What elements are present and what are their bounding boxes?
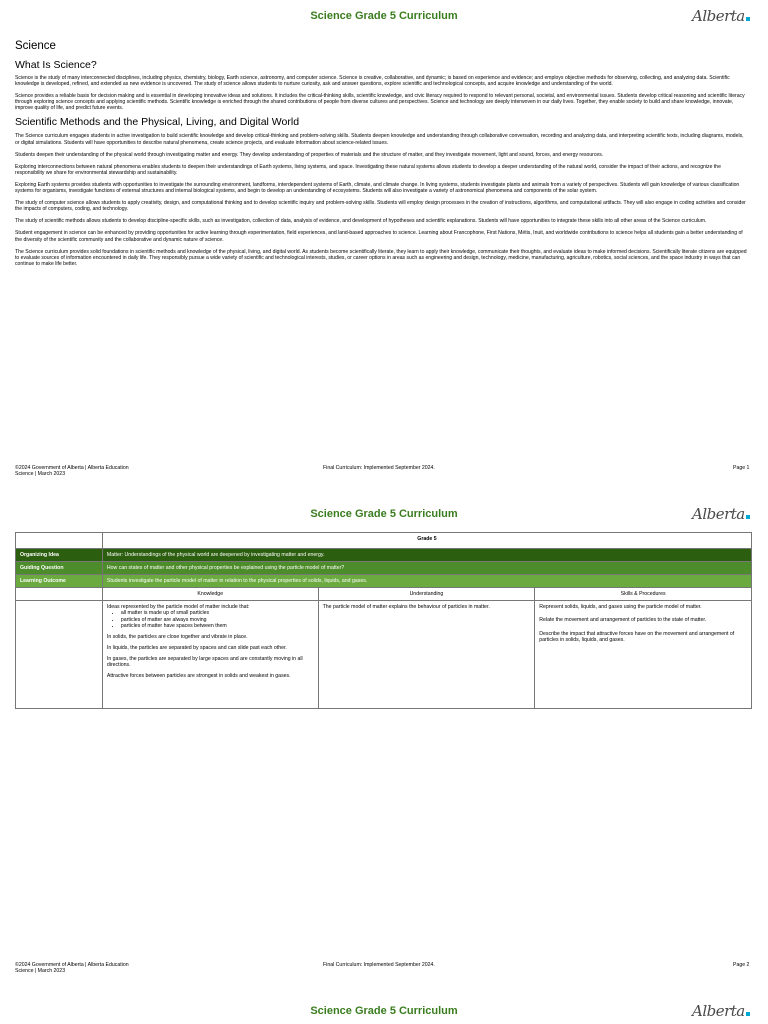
knowledge-paragraph: In liquids, the particles are separated by spaces and can slide past each other. <box>106 644 287 651</box>
knowledge-intro: Ideas represented by the particle model of matter include that: <box>106 604 250 611</box>
methods-paragraph-4: Exploring Earth systems provides students with opportunities to investigate the surrounding environment, landforms, interdependent systems of Earth, climate, and climate change. In living systems, students investigate plants and animals from a variety of perspectives. Students will gain knowledge of various classification systems for organisms, investigate functions of external structures and internal biological systems, and begin to develop an understanding of ecosystems. Students will also investigate a variety of astronomical phenomena and components of the solar system. <box>15 181 740 195</box>
learning-outcome-text: Students investigate the particle model of matter in relation to the physical properties of solids, liquids, and gases. <box>102 575 751 588</box>
footer-left-p2 <box>15 962 129 974</box>
understanding-column-header: Understanding <box>318 588 535 601</box>
knowledge-bullet: • particles of matter are always moving <box>121 617 314 623</box>
methods-paragraph-6: The study of scientific methods allows students to develop discipline-specific skills, such as investigation, collection of data, analysis of evidence, and development of hypotheses and scientific explanations. Students will have opportunities to integrate these skills into all other areas of the Science curriculum. <box>15 218 707 225</box>
skill-item: Relate the movement and arrangement of particles to the state of matter. <box>539 617 707 624</box>
what-is-science-heading: What Is Science? <box>15 59 97 71</box>
knowledge-bullet: • particles of matter have spaces between them <box>121 623 314 629</box>
methods-paragraph-7: Student engagement in science can be enhanced by providing opportunities for active learning through experimentation, field experiences, and land-based approaches to science. Learning about Francophone, First Nations, Métis, Inuit, and worldwide contributions to science helps all students gain a better understanding of the diversity of the scientific community and the collaborative and dynamic nature of science. <box>15 230 743 243</box>
empty-body-cell <box>16 601 103 709</box>
knowledge-paragraph: In solids, the particles are close together and vibrate in place. <box>106 633 248 640</box>
knowledge-cell <box>102 601 318 709</box>
footer-copyright: ©2024 Government of Alberta | Alberta Education <box>15 962 129 968</box>
learning-outcome-label: Learning Outcome <box>16 575 103 588</box>
alberta-logo: Alberta <box>692 505 750 523</box>
skill-item: Represent solids, liquids, and gases using the particle model of matter. <box>539 604 702 611</box>
page-header-title: Science Grade 5 Curriculum <box>310 10 458 22</box>
knowledge-bullet: • all matter is made up of small particles <box>121 610 314 616</box>
footer-subject-date: Science | March 2023 <box>15 471 66 478</box>
knowledge-paragraph: Attractive forces between particles are strongest in solids and weakest in gases. <box>106 673 291 680</box>
knowledge-bullet-list <box>107 610 314 628</box>
guiding-question-text: How can states of matter and other physical properties be explained using the particle model of matter? <box>102 562 751 575</box>
methods-paragraph-3: Exploring interconnections between natural phenomena enables students to deepen their understandings of Earth systems, living systems, and space. Investigating these natural systems allows students to develop a deeper understanding of the natural world, consider the impact of their actions, and recognize the responsibility we share for environmental stewardship and sustainability. <box>15 163 721 176</box>
page-header-title: Science Grade 5 Curriculum <box>310 1005 458 1017</box>
page-header-title: Science Grade 5 Curriculum <box>310 508 458 520</box>
guiding-question-label: Guiding Question <box>16 562 103 575</box>
empty-label-cell <box>16 588 103 601</box>
skill-item: Describe the impact that attractive forces have on the movement and arrangement of particles in solids, liquids, and gases. <box>539 630 735 643</box>
science-heading: Science <box>15 40 56 52</box>
footer-copyright: ©2024 Government of Alberta | Alberta Education <box>15 465 129 471</box>
methods-paragraph-2: Students deepen their understanding of the physical world through investigating matter and energy. They develop understanding of properties of materials and the structure of matter, and they investigate movement, light and sound, forces, and energy resources. <box>15 151 604 158</box>
curriculum-table <box>15 532 752 709</box>
skills-cell <box>535 601 752 709</box>
footer-status-p2: Final Curriculum: Implemented September 2024. <box>323 962 435 968</box>
methods-heading: Scientific Methods and the Physical, Living, and Digital World <box>15 116 300 129</box>
knowledge-column-header: Knowledge <box>102 588 318 601</box>
alberta-logo: Alberta <box>692 7 750 25</box>
methods-paragraph-8: The Science curriculum provides solid foundations in scientific methods and knowledge of the physical, living, and digital world. As students become scientifically literate, they learn to apply their knowledge, communicate their thoughts, and evaluate ideas to make informed decisions. Scientifically literate citizens are equipped to evaluate sources of information encountered in daily life. They responsibly pursue a wide variety of scientific and technological interests, studies, or career options in areas such as engineering and design, technology, medicine, manufacturing, agriculture, robotics, social sciences, and the space industry in ways that can continue to make life better. <box>15 248 747 267</box>
grade-header: Grade 5 <box>102 533 751 549</box>
methods-paragraph-5: The study of computer science allows students to apply creativity, design, and computational thinking and to develop scientific inquiry and problem-solving skills. Students will employ design processes in the creation of instructions, algorithms, and computational artifacts. They will also engage in coding activities and consider the impacts of computers, coding, and technology. <box>15 200 746 213</box>
empty-corner-cell <box>16 533 103 549</box>
what-paragraph-1: Science is the study of many interconnected disciplines, including physics, chemistry, biology, Earth science, astronomy, and computer science. Science is creative, collaborative, and dynamic; is based on experience and evidence; and employs objective methods for observing, collecting, and analyzing data. Scientific knowledge is developed, refined, and extended as new evidence is uncovered. The study of science allows students to nurture curiosity, ask and answer questions, explore scientific and technological concepts, and acquire knowledge and understanding of the world. <box>15 75 730 88</box>
knowledge-paragraph: In gases, the particles are separated by large spaces and are constantly moving in all directions. <box>106 655 303 669</box>
footer-page-number-p2: Page 2 <box>733 962 750 968</box>
footer-subject-date: Science | March 2023 <box>15 968 66 975</box>
understanding-cell: The particle model of matter explains the behaviour of particles in matter. <box>318 601 535 709</box>
what-paragraph-2: Science provides a reliable basis for decision making and is essential in developing innovative ideas and solutions. It includes the critical-thinking skills, scientific knowledge, and civic literacy required to respond to relevant personal, societal, and environmental issues. Students develop critical reasoning and scientific literacy through exploring science concepts and applying scientific methods. Scientific knowledge is enriched through the shared contributions of people from diverse cultures and perspectives. Science and technology are deeply interwoven in our daily lives. Together, they enable society to build and share knowledge, innovate, improve quality of life, and predict future events. <box>15 93 745 112</box>
organizing-idea-label: Organizing Idea <box>16 549 103 562</box>
skills-column-header: Skills & Procedures <box>535 588 752 601</box>
organizing-idea-text: Matter: Understandings of the physical world are deepened by investigating matter and energy. <box>102 549 751 562</box>
footer-status-p1: Final Curriculum: Implemented September 2024. <box>323 465 435 471</box>
methods-paragraph-1: The Science curriculum engages students in active investigation to build scientific knowledge and develop critical-thinking and problem-solving skills. Students deepen knowledge and understanding through collaborative conversation, recording and analyzing data, and interpreting scientific texts, including diagrams, models, or digital simulations. Students will have opportunities to describe natural phenomena, create science projects, and evaluate information about science-related issues. <box>15 133 744 146</box>
page1-content <box>15 40 747 267</box>
footer-page-number-p1: Page 1 <box>733 465 750 471</box>
footer-left-p1 <box>15 465 129 477</box>
alberta-logo: Alberta <box>692 1002 750 1020</box>
